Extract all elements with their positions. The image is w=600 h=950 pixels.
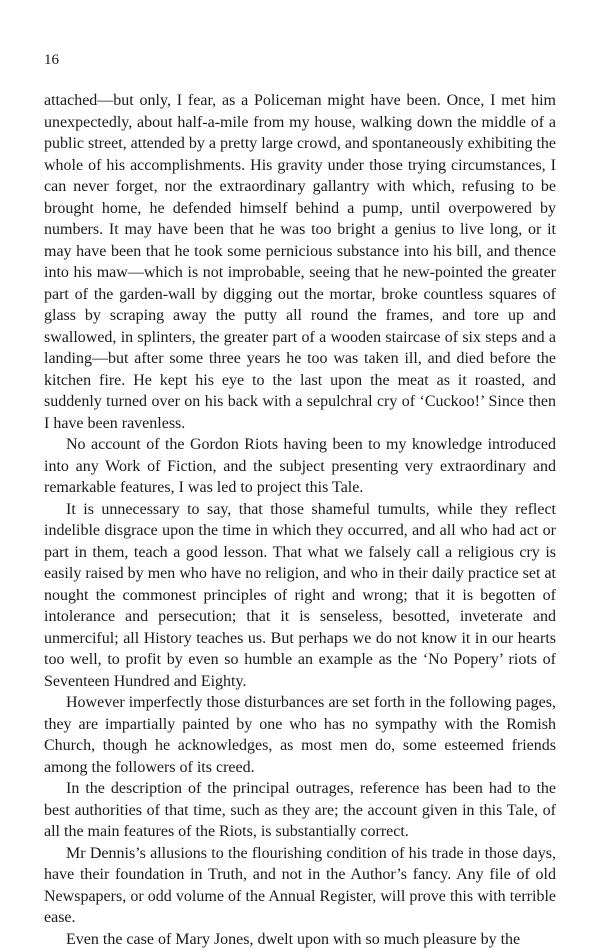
paragraph-shameful-tumults: It is unnecessary to say, that those shameful tumults, while they reflect indelible disgrace upon the time in which they occurred, and all who had act or part in them, teach a good lesson. That what we falsely call a religious cry is easily raised by men who have no religion, and who in their daily practice set at nought the commonest principles of right and wrong; that it is begotten of intolerance and persecution; that it is senseless, besotted, inveterate and unmerciful; all History teaches us. But perhaps we do not know it in our hearts too well, to profit by even so humble an example as the ‘No Popery’ riots of Seventeen Hundred and Eighty.	[44, 499, 556, 693]
paragraph-continued: attached—but only, I fear, as a Policeman might have been. Once, I met him unexpectedly, about half-a-mile from my house, walking down the middle of a public street, attended by a pretty large crowd, and spontaneously exhibiting the whole of his accomplishments. His gravity under those trying circumstances, I can never forget, nor the extraordinary gallantry with which, refusing to be brought home, he defended himself behind a pump, until overpowered by numbers. It may have been that he was too bright a genius to live long, or it may have been that he took some pernicious substance into his bill, and thence into his maw—which is not improbable, seeing that he new-pointed the greater part of the garden-wall by digging out the mortar, broke countless squares of glass by scraping away the putty all round the frames, and tore up and swallowed, in splinters, the greater part of a wooden staircase of six steps and a landing—but after some three years he too was taken ill, and died before the kitchen fire. He kept his eye to the last upon the meat as it roasted, and suddenly turned over on his back with a sepulchral cry of ‘Cuckoo!’ Since then I have been ravenless.	[44, 90, 556, 434]
paragraph-mary-jones: Even the case of Mary Jones, dwelt upon with so much pleasure by the	[44, 929, 556, 950]
body-text	[44, 90, 556, 950]
paragraph-disturbances: However imperfectly those disturbances are set forth in the following pages, they are impartially painted by one who has no sympathy with the Romish Church, though he acknowledges, as most men do, some esteemed friends among the followers of its creed.	[44, 692, 556, 778]
paragraph-principal-outrages: In the description of the principal outrages, reference has been had to the best authorities of that time, such as they are; the account given in this Tale, of all the main features of the Riots, is substantially correct.	[44, 778, 556, 843]
page-number: 16	[44, 50, 59, 70]
paragraph-gordon-riots: No account of the Gordon Riots having been to my knowledge introduced into any Work of Fiction, and the subject presenting very extraordinary and remarkable features, I was led to project this Tale.	[44, 434, 556, 499]
paragraph-mr-dennis: Mr Dennis’s allusions to the flourishing condition of his trade in those days, have their foundation in Truth, and not in the Author’s fancy. Any file of old Newspapers, or odd volume of the Annual Register, will prove this with terrible ease.	[44, 843, 556, 929]
